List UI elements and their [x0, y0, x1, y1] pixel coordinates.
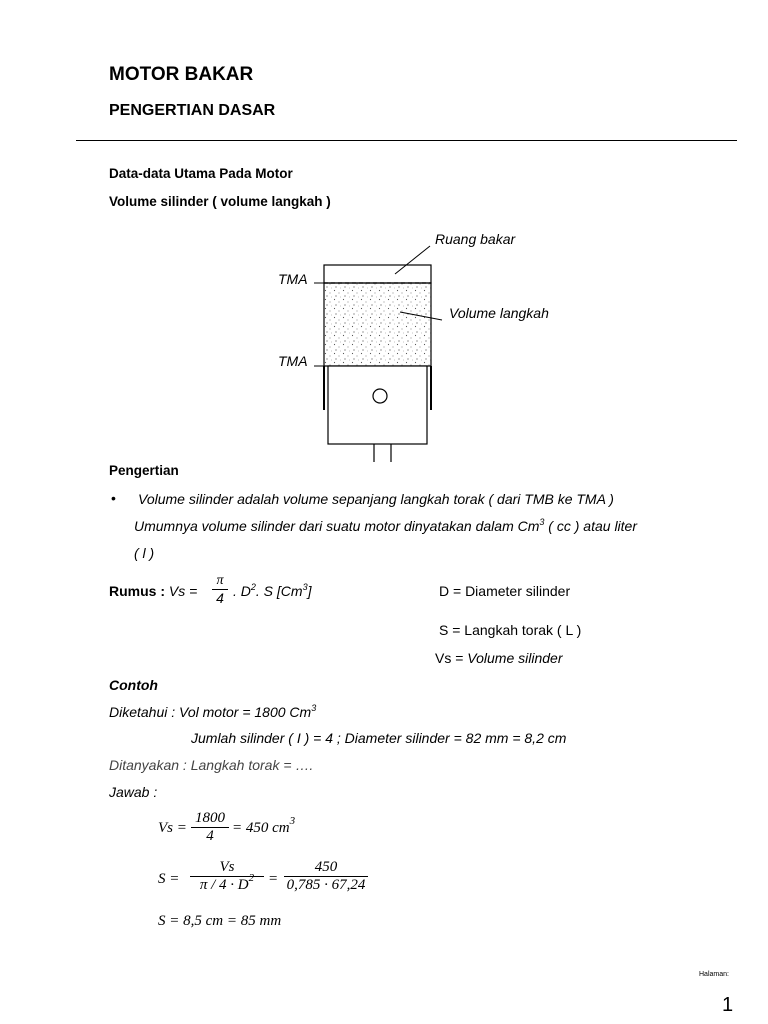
cylinder-diagram [270, 226, 570, 466]
legend-d: D = Diameter silinder [439, 583, 571, 599]
eq1-lhs: Vs = [158, 820, 187, 836]
page-subtitle: PENGERTIAN DASAR [109, 102, 276, 119]
eq2-lhs: S = [158, 871, 180, 887]
piston-pin [373, 389, 387, 403]
section-heading: Data-data Utama Pada Motor [109, 166, 293, 181]
eq3: S = 8,5 cm = 85 mm [158, 913, 282, 929]
pengertian-heading: Pengertian [109, 463, 179, 478]
eq2-fraction2: 450 0,785 · 67,24 [284, 859, 368, 894]
legend-s: S = Langkah torak ( L ) [439, 622, 582, 638]
rumus-pi-fraction: π 4 [212, 573, 228, 606]
page-title: MOTOR BAKAR [109, 64, 254, 85]
eq2-fraction1: Vs $\pi / 4 \cdot D^2$ [190, 859, 264, 894]
header-divider [76, 140, 737, 141]
bullet-icon: • [111, 490, 116, 506]
pengertian-line3: ( l ) [134, 545, 155, 561]
legend-vs: Vs = Volume silinder [435, 650, 563, 666]
contoh-diketahui: Diketahui : Vol motor = 1800 Cm$^3$ [109, 703, 317, 720]
section-subheading: Volume silinder ( volume langkah ) [109, 194, 331, 209]
pengertian-line1: Volume silinder adalah volume sepanjang langkah torak ( dari TMB ke TMA ) [138, 491, 614, 507]
pengertian-line2: Umumnya volume silinder dari suatu motor dinyatakan dalam Cm$^3$ ( cc ) atau liter [134, 517, 638, 534]
label-tma-bottom: TMA [278, 353, 308, 369]
contoh-jumlah: Jumlah silinder ( I ) = 4 ; Diameter silinder = 82 mm = 8,2 cm [191, 730, 567, 746]
rumus-formula: Rumus : Vs = [109, 583, 198, 599]
eq1-rhs: = 450 $cm^3$ [232, 815, 296, 836]
rumus-tail: . $D^2$. S [Cm$^3$] [233, 582, 312, 599]
contoh-ditanyakan: Ditanyakan : Langkah torak = …. [109, 757, 314, 773]
eq2-equals: = [268, 871, 279, 887]
label-tma-top: TMA [278, 271, 308, 287]
combustion-chamber [324, 265, 431, 283]
eq1-fraction: 1800 4 [191, 810, 229, 845]
contoh-heading: Contoh [109, 677, 158, 693]
contoh-jawab: Jawab : [109, 784, 158, 800]
label-volume-langkah: Volume langkah [449, 305, 549, 321]
halaman-label: Halaman: [699, 971, 729, 978]
swept-volume [324, 283, 431, 366]
label-ruang-bakar: Ruang bakar [435, 231, 516, 247]
page-number: 1 [722, 994, 734, 1016]
piston [328, 366, 427, 444]
